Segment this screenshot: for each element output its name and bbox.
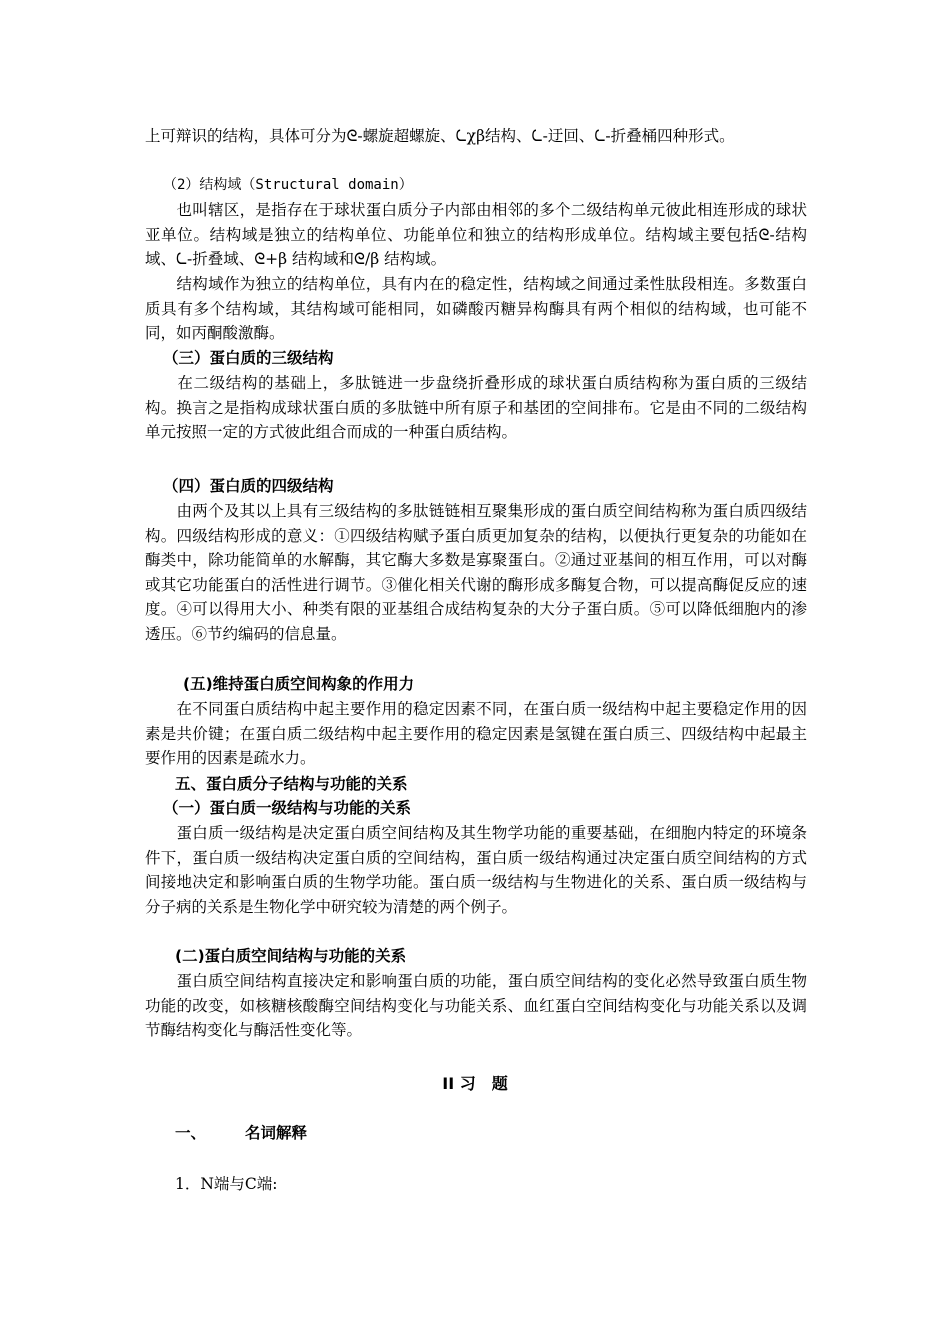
paragraph-conformation-forces: 在不同蛋白质结构中起主要作用的稳定因素不同，在蛋白质一级结构中起主要稳定作用的因素是共价键；在蛋白质二级结构中起主要作用的稳定因素是氢键在蛋白质三、四级结构中起最主要作用的因素是疏水力。 — [145, 700, 807, 767]
paragraph-supersecondary-forms: 上可辩识的结构，具体可分为ᘓ-螺旋超螺旋、ᘇχβ结构、ᘇ-迂回、ᘇ-折叠桶四种形式。 — [145, 127, 735, 145]
heading-structure-function-relationship: 五、蛋白质分子结构与功能的关系 — [175, 775, 408, 793]
paragraph-domain-stability: 结构域作为独立的结构单位，具有内在的稳定性，结构域之间通过柔性肽段相连。多数蛋白质具有多个结构域，其结构域可能相同，如磷酸丙糖异构酶具有两个相似的结构域，也可能不同，如丙酮酸激酶。 — [145, 275, 807, 342]
paragraph-tertiary-structure: 在二级结构的基础上，多肽链进一步盘绕折叠形成的球状蛋白质结构称为蛋白质的三级结构。换言之是指构成球状蛋白质的多肽链中所有原子和基团的空间排布。它是由不同的二级结构单元按照一定的方式彼此组合而成的一种蛋白质结构。 — [145, 374, 807, 441]
subheading-structural-domain: （2）结构域（Structural domain） — [163, 177, 413, 193]
heading-spatial-structure-function: (二)蛋白质空间结构与功能的关系 — [175, 947, 407, 965]
exercise-section-number: 一、 — [175, 1124, 207, 1142]
heading-quaternary-structure: （四）蛋白质的四级结构 — [163, 477, 334, 495]
paragraph-domain-definition: 也叫辖区，是指存在于球状蛋白质分子内部由相邻的多个二级结构单元彼此相连形成的球状亚单位。结构域是独立的结构单位、功能单位和独立的结构形成单位。结构域主要包括ᘓ-结构域、ᘇ-折叠域、ᘓ+β 结构域和ᘓ/β 结构域。 — [145, 201, 807, 268]
exercises-title: II 习 题 — [442, 1074, 508, 1093]
exercise-item-1: 1．N端与C端: — [175, 1175, 278, 1193]
paragraph-primary-structure-function: 蛋白质一级结构是决定蛋白质空间结构及其生物学功能的重要基础，在细胞内特定的环境条件下，蛋白质一级结构决定蛋白质的空间结构，蛋白质一级结构通过决定蛋白质空间结构的方式间接地决定和影响蛋白质的生物学功能。蛋白质一级结构与生物进化的关系、蛋白质一级结构与分子病的关系是生物化学中研究较为清楚的两个例子。 — [145, 824, 807, 916]
heading-primary-structure-function: （一）蛋白质一级结构与功能的关系 — [163, 799, 412, 817]
paragraph-spatial-structure-function: 蛋白质空间结构直接决定和影响蛋白质的功能，蛋白质空间结构的变化必然导致蛋白质生物功能的改变，如核糖核酸酶空间结构变化与功能关系、血红蛋白空间结构变化与功能关系以及调节酶结构变化与酶活性变化等。 — [145, 972, 807, 1039]
paragraph-quaternary-structure: 由两个及其以上具有三级结构的多肽链链相互聚集形成的蛋白质空间结构称为蛋白质四级结构。四级结构形成的意义：①四级结构赋予蛋白质更加复杂的结构，以便执行更复杂的功能如在酶类中，除功能简单的水解酶，其它酶大多数是寡聚蛋白。②通过亚基间的相互作用，可以对酶或其它功能蛋白的活性进行调节。③催化相关代谢的酶形成多酶复合物，可以提高酶促反应的速度。④可以得用大小、种类有限的亚基组合成结构复杂的大分子蛋白质。⑤可以降低细胞内的渗透压。⑥节约编码的信息量。 — [145, 502, 807, 643]
exercise-section-label: 名词解释 — [245, 1124, 308, 1142]
heading-tertiary-structure: （三）蛋白质的三级结构 — [163, 349, 334, 367]
heading-conformation-forces: (五)维持蛋白质空间构象的作用力 — [183, 675, 415, 693]
